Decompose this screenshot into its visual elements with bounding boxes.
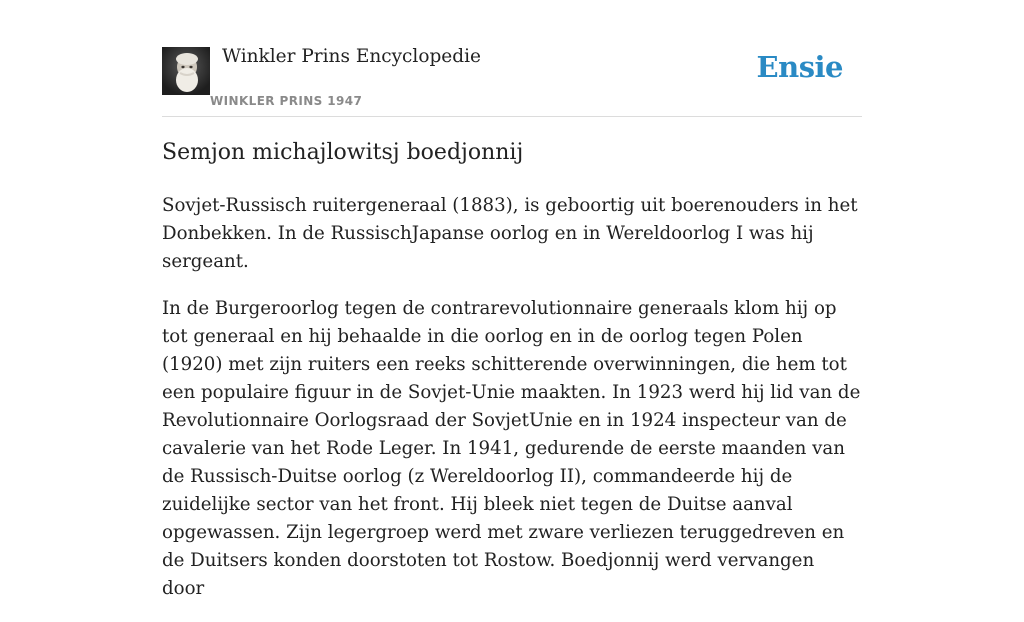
page-container bbox=[162, 0, 862, 599]
page-title: Semjon michajlowitsj boedjonnij bbox=[162, 140, 524, 165]
source-name[interactable]: Winkler Prins Encyclopedie bbox=[222, 46, 481, 67]
article-paragraph: In de Burgeroorlog tegen de contrarevolutionnaire generaals klom hij op tot generaal en hij behaalde in die oorlog en in de oorlog tegen Polen (1920) met zijn ruiters een reeks schitterende overwinningen, die hem tot een populaire figuur in de Sovjet-Unie maakten. In 1923 werd hij lid van de Revolutionnaire Oorlogsraad der SovjetUnie en in 1924 inspecteur van de cavalerie van het Rode Leger. In 1941, gedurende de eerste maanden van de Russisch-Duitse oorlog (z Wereldoorlog II), commandeerde hij de zuidelijke sector van het front. Hij bleek niet tegen de Duitse aanval opgewassen. Zijn legergroep werd met zware verliezen teruggedreven en de Duitsers konden doorstoten tot Rostow. Boedjonnij werd vervangen door bbox=[162, 298, 861, 599]
portrait-image bbox=[162, 47, 210, 95]
brand-logo[interactable]: Ensie bbox=[756, 50, 843, 84]
article-paragraph: Sovjet-Russisch ruitergeneraal (1883), is geboortig uit boerenouders in het Donbekken. In de RussischJapanse oorlog en in Wereldoorlog I was hij sergeant. bbox=[162, 195, 858, 272]
source-header bbox=[162, 0, 862, 117]
avatar[interactable] bbox=[162, 47, 210, 95]
source-edition: WINKLER PRINS 1947 bbox=[210, 94, 363, 108]
article-body bbox=[162, 192, 862, 622]
